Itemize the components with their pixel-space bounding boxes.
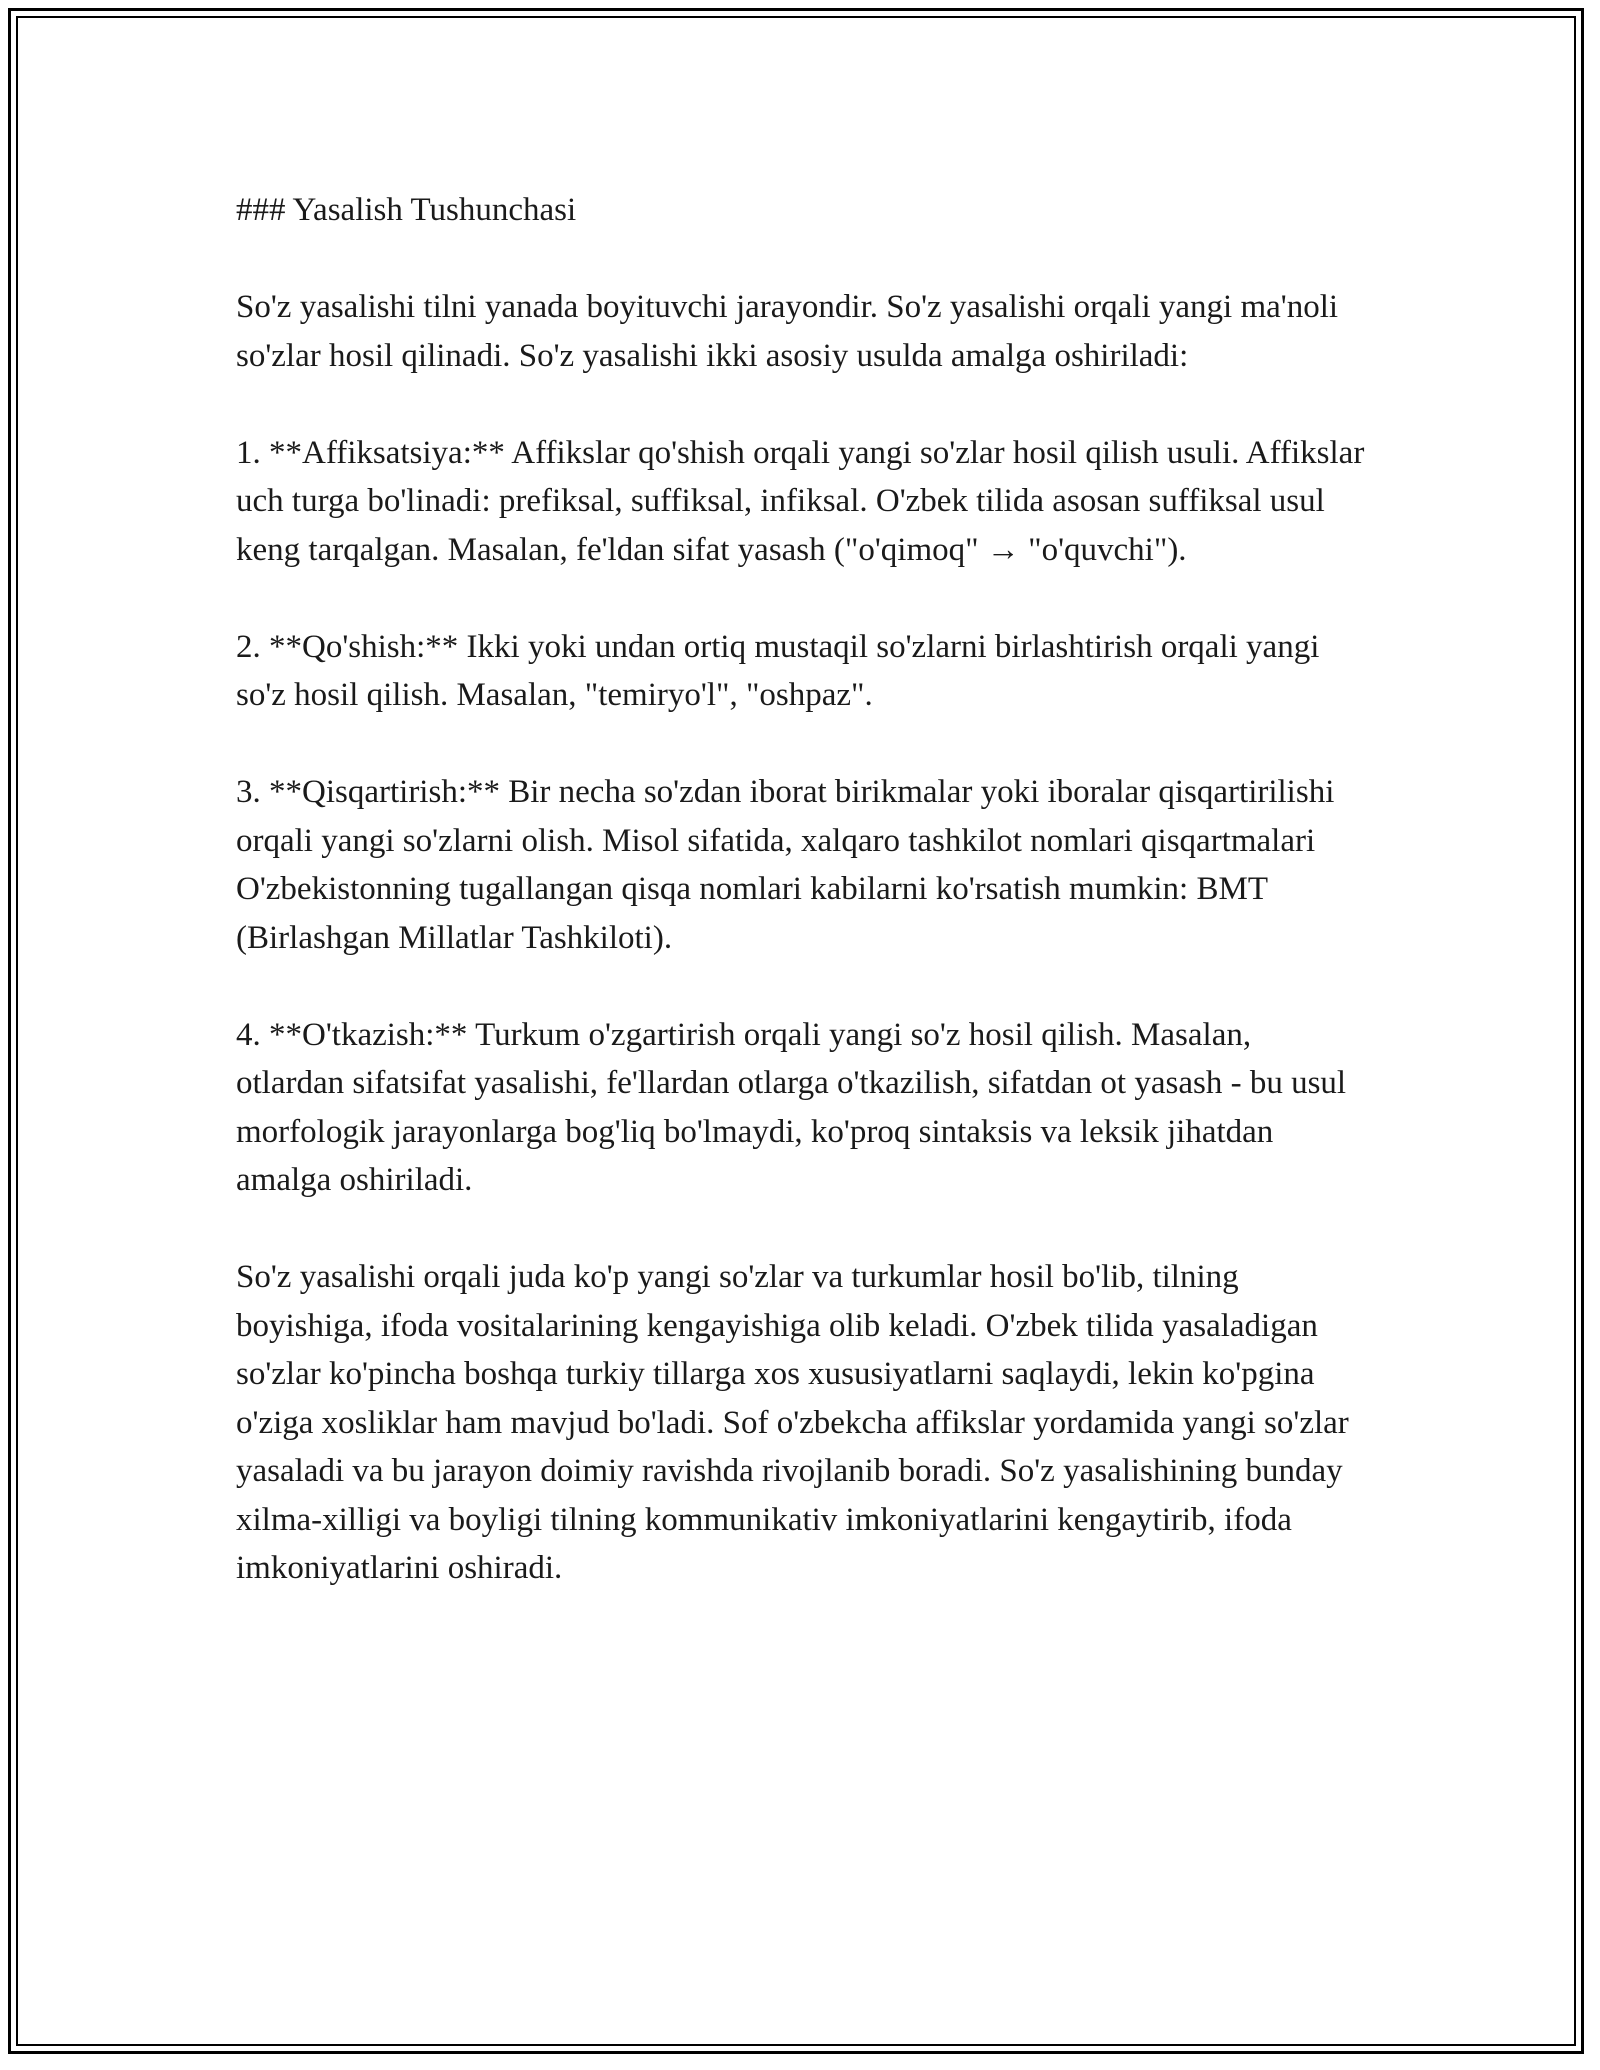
list-item-affiksatsiya: 1. **Affiksatsiya:** Affikslar qo'shish orqali yangi so'zlar hosil qilish usuli. Affikslar uch turga bo'linadi: prefiksal, suffiksal, infiksal. O'zbek tilida asosan suffiksal usul keng tarqalgan. Masalan, fe'ldan sifat yasash ("o'qimoq" → "o'quvchi"). <box>236 434 1365 568</box>
list-item-otkazish: 4. **O'tkazish:** Turkum o'zgartirish orqali yangi so'z hosil qilish. Masalan, otlardan sifatsifat yasalishi, fe'llardan otlarga o'tkazilish, sifatdan ot yasash - bu usul morfologik jarayonlarga bog'liq bo'lmaydi, ko'proq sintaksis va leksik jihatdan amalga oshiriladi. <box>236 1016 1347 1198</box>
list-item-qisqartirish: 3. **Qisqartirish:** Bir necha so'zdan iborat birikmalar yoki iboralar qisqartirilishi orqali yangi so'zlarni olish. Misol sifatida, xalqaro tashkilot nomlari qisqartmalari O'zbekistonning tugallangan qisqa nomlari kabilarni ko'rsatish mumkin: BMT (Birlashgan Millatlar Tashkiloti). <box>236 774 1335 956</box>
conclusion-paragraph: So'z yasalishi orqali juda ko'p yangi so'zlar va turkumlar hosil bo'lib, tilning boyishiga, ifoda vositalarining kengayishiga olib keladi. O'zbek tilida yasaladigan so'zlar ko'pincha boshqa turkiy tillarga xos xususiyatlarni saqlaydi, lekin ko'pgina o'ziga xosliklar ham mavjud bo'ladi. Sof o'zbekcha affikslar yordamida yangi so'zlar yasaladi va bu jarayon doimiy ravishda rivojlanib boradi. So'z yasalishining bunday xilma-xilligi va boyligi tilning kommunikativ imkoniyatlarini kengaytirib, ifoda imkoniyatlarini oshiradi. <box>236 1259 1349 1586</box>
document-body <box>236 186 1366 1641</box>
intro-paragraph: So'z yasalishi tilni yanada boyituvchi jarayondir. So'z yasalishi orqali yangi ma'noli so'zlar hosil qilinadi. So'z yasalishi ikki asosiy usulda amalga oshiriladi: <box>236 289 1339 374</box>
list-item-qoshish: 2. **Qo'shish:** Ikki yoki undan ortiq mustaqil so'zlarni birlashtirish orqali yangi so'z hosil qilish. Masalan, "temiryo'l", "oshpaz". <box>236 628 1320 713</box>
section-heading: ### Yasalish Tushunchasi <box>236 192 577 228</box>
